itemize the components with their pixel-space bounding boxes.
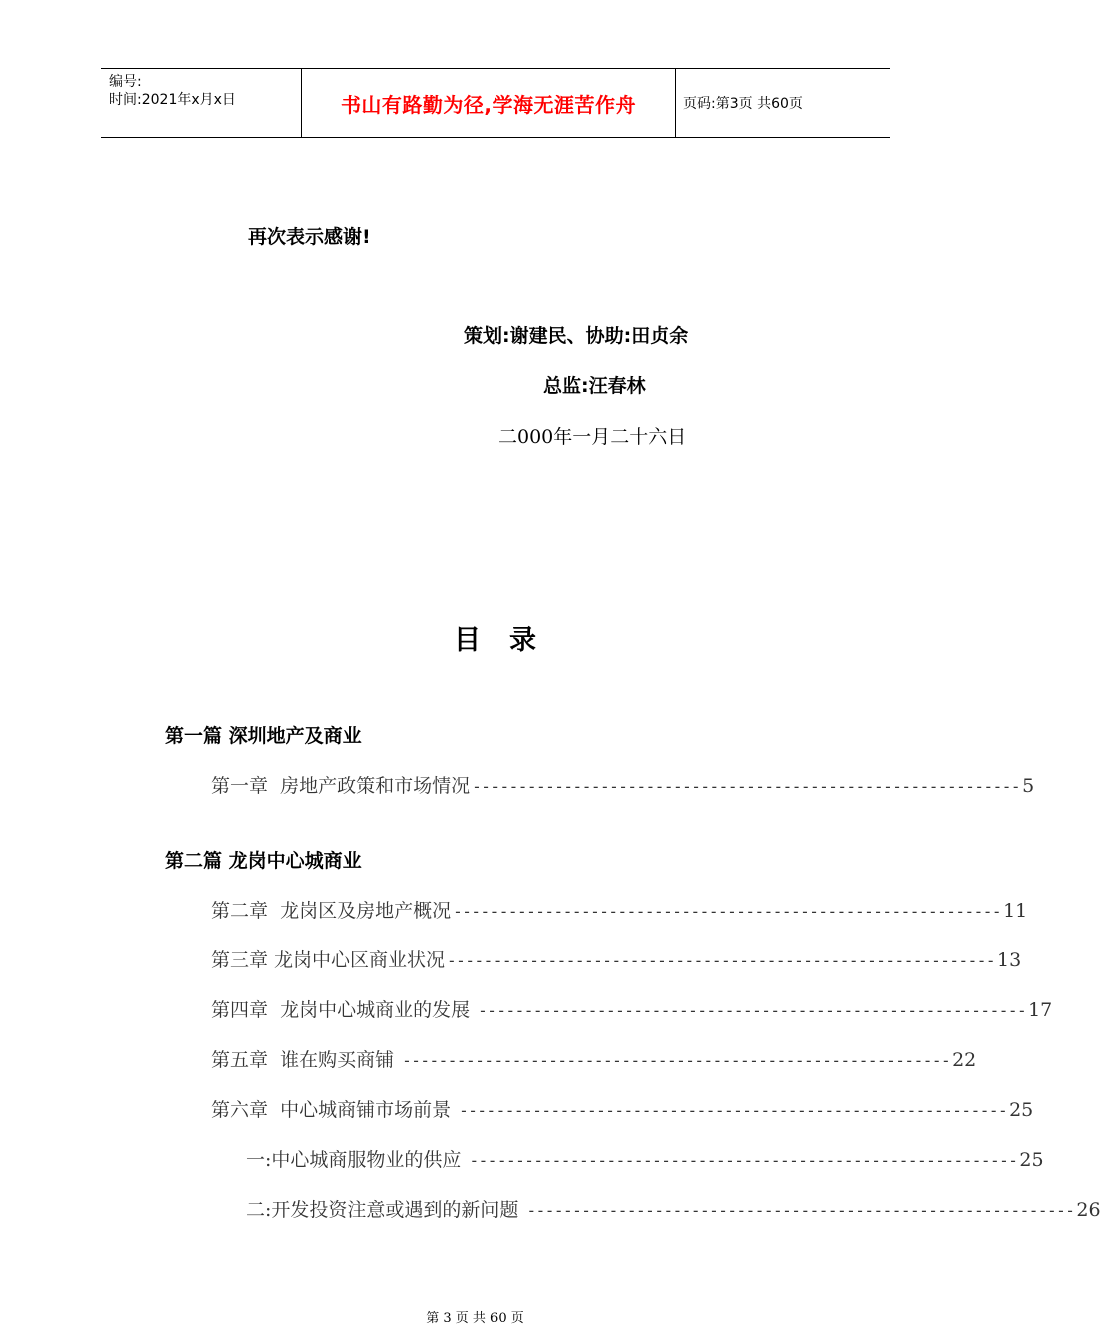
toc-entry[interactable] [211,945,1022,972]
toc-subentry[interactable] [246,1195,1101,1222]
toc-part-2: 第二篇 龙岗中心城商业 [165,850,362,872]
toc-leader: ------------------------------------------------------------ [447,951,996,970]
signature-director: 总监:汪春林 [543,375,646,397]
toc-leader: ------------------------------------------------------------ [453,902,1002,921]
header-divider [675,69,676,137]
toc-leader: ------------------------------------------------------------ [459,1101,1008,1120]
toc-entry[interactable] [211,1095,1034,1122]
toc-entry-page: 13 [997,949,1022,971]
toc-leader: ------------------------------------------------------------ [478,1001,1027,1020]
toc-entry[interactable] [211,771,1035,798]
header-number-label: 编号: [109,74,142,90]
toc-entry-label: 第五章 谁在购买商铺 [211,1049,401,1071]
thanks-text: 再次表示感谢! [248,226,371,248]
toc-entry-page: 25 [1009,1099,1034,1121]
signature-date: 二000年一月二十六日 [498,426,687,448]
toc-entry-label: 第四章 龙岗中心城商业的发展 [211,999,477,1021]
toc-entry-label: 第一章 房地产政策和市场情况 [211,775,471,797]
toc-entry-label: 第三章 龙岗中心区商业状况 [211,949,446,971]
header-page-info: 页码:第3页 共60页 [683,96,803,112]
toc-part-1: 第一篇 深圳地产及商业 [165,725,362,747]
toc-entry-label: 第二章 龙岗区及房地产概况 [211,900,452,922]
toc-entry-label: 第六章 中心城商铺市场前景 [211,1099,458,1121]
toc-subentry[interactable] [246,1145,1044,1172]
toc-title: 目录 [454,625,564,656]
header-time-label: 时间:2021年x月x日 [109,92,236,108]
header-meta [109,73,236,109]
toc-entry[interactable] [211,995,1053,1022]
toc-entry-page: 25 [1019,1149,1044,1171]
page-footer: 第 3 页 共 60 页 [426,1311,524,1326]
page-header [101,68,890,138]
toc-leader: ------------------------------------------------------------ [472,777,1021,796]
toc-entry-page: 5 [1022,775,1035,797]
toc-leader: ------------------------------------------------------------ [469,1151,1018,1170]
toc-entry-page: 11 [1003,900,1028,922]
toc-entry-page: 26 [1076,1199,1101,1221]
toc-leader: ------------------------------------------------------------ [526,1201,1075,1220]
toc-entry-page: 22 [952,1049,977,1071]
toc-entry-label: 二:开发投资注意或遇到的新问题 [246,1199,525,1221]
header-motto: 书山有路勤为径,学海无涯苦作舟 [340,92,637,117]
toc-entry-page: 17 [1028,999,1053,1021]
signature-planner: 策划:谢建民、协助:田贞余 [464,325,689,347]
toc-leader: ------------------------------------------------------------ [402,1051,951,1070]
toc-entry[interactable] [211,896,1028,923]
toc-entry-label: 一:中心城商服物业的供应 [246,1149,468,1171]
toc-entry[interactable] [211,1045,977,1072]
